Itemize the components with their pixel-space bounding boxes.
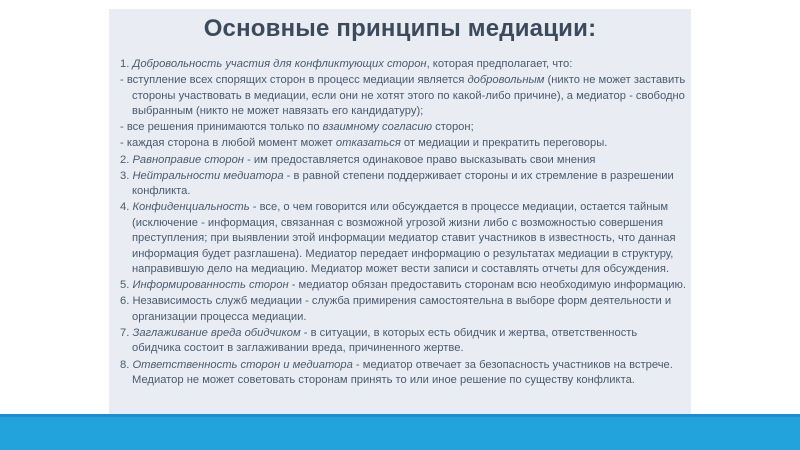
footer-accent-bar bbox=[0, 414, 800, 450]
principles-list bbox=[120, 57, 686, 389]
list-item: - вступление всех спорящих сторон в процесс медиации является добровольным (никто не может заставить стороны участвовать в медиации, если они не хотят этого по какой-либо причине), а медиатор - свободно выбранным (никто не может навязать его кандидатуру); bbox=[120, 74, 686, 118]
list-item: - каждая сторона в любой момент может отказаться от медиации и прекратить переговоры. bbox=[120, 137, 608, 150]
list-item: 8. Ответственность сторон и медиатора - медиатор отвечает за безопасность участников на встрече. Медиатор не может советовать сторонам принять то или иное решение по существу конфликта. bbox=[120, 358, 673, 387]
content-panel bbox=[109, 9, 691, 414]
slide-title: Основные принципы медиации: bbox=[203, 15, 597, 42]
list-item: 1. Добровольность участия для конфликтующих сторон, которая предполагает, что: bbox=[120, 58, 573, 70]
list-item: - все решения принимаются только по взаимному согласию сторон; bbox=[120, 121, 474, 134]
list-item: 5. Информированность сторон - медиатор обязан предоставить сторонам всю необходимую информацию. bbox=[120, 279, 686, 292]
list-item: 3. Нейтральности медиатора - в равной степени поддерживает стороны и их стремление в разрешении конфликта. bbox=[120, 169, 674, 198]
footer-accent-line bbox=[0, 414, 800, 417]
list-item: 4. Конфиденциальность - все, о чем говорится или обсуждается в процессе медиации, остается тайным (исключение - информация, связанная с возможной угрозой жизни либо с возможностью совершения преступления; при выявлении этой информации медиатор ставит участников в известность, что данная информация будет разглашена). Медиатор передает информацию о результатах медиации в структуру, направившую дело на медиацию. Медиатор может вести записи и составлять отчеты для обсуждения. bbox=[120, 201, 676, 276]
list-item: 2. Равноправие сторон - им предоставляется одинаковое право высказывать свои мнения bbox=[120, 153, 596, 166]
list-item: 7. Заглаживание вреда обидчиком - в ситуации, в которых есть обидчик и жертва, ответственность обидчика состоит в заглаживании вреда, причиненного жертве. bbox=[120, 327, 638, 355]
list-item: 6. Независимость служб медиации - служба примирения самостоятельна в выборе форм деятельности и организации процесса медиации. bbox=[120, 295, 672, 323]
